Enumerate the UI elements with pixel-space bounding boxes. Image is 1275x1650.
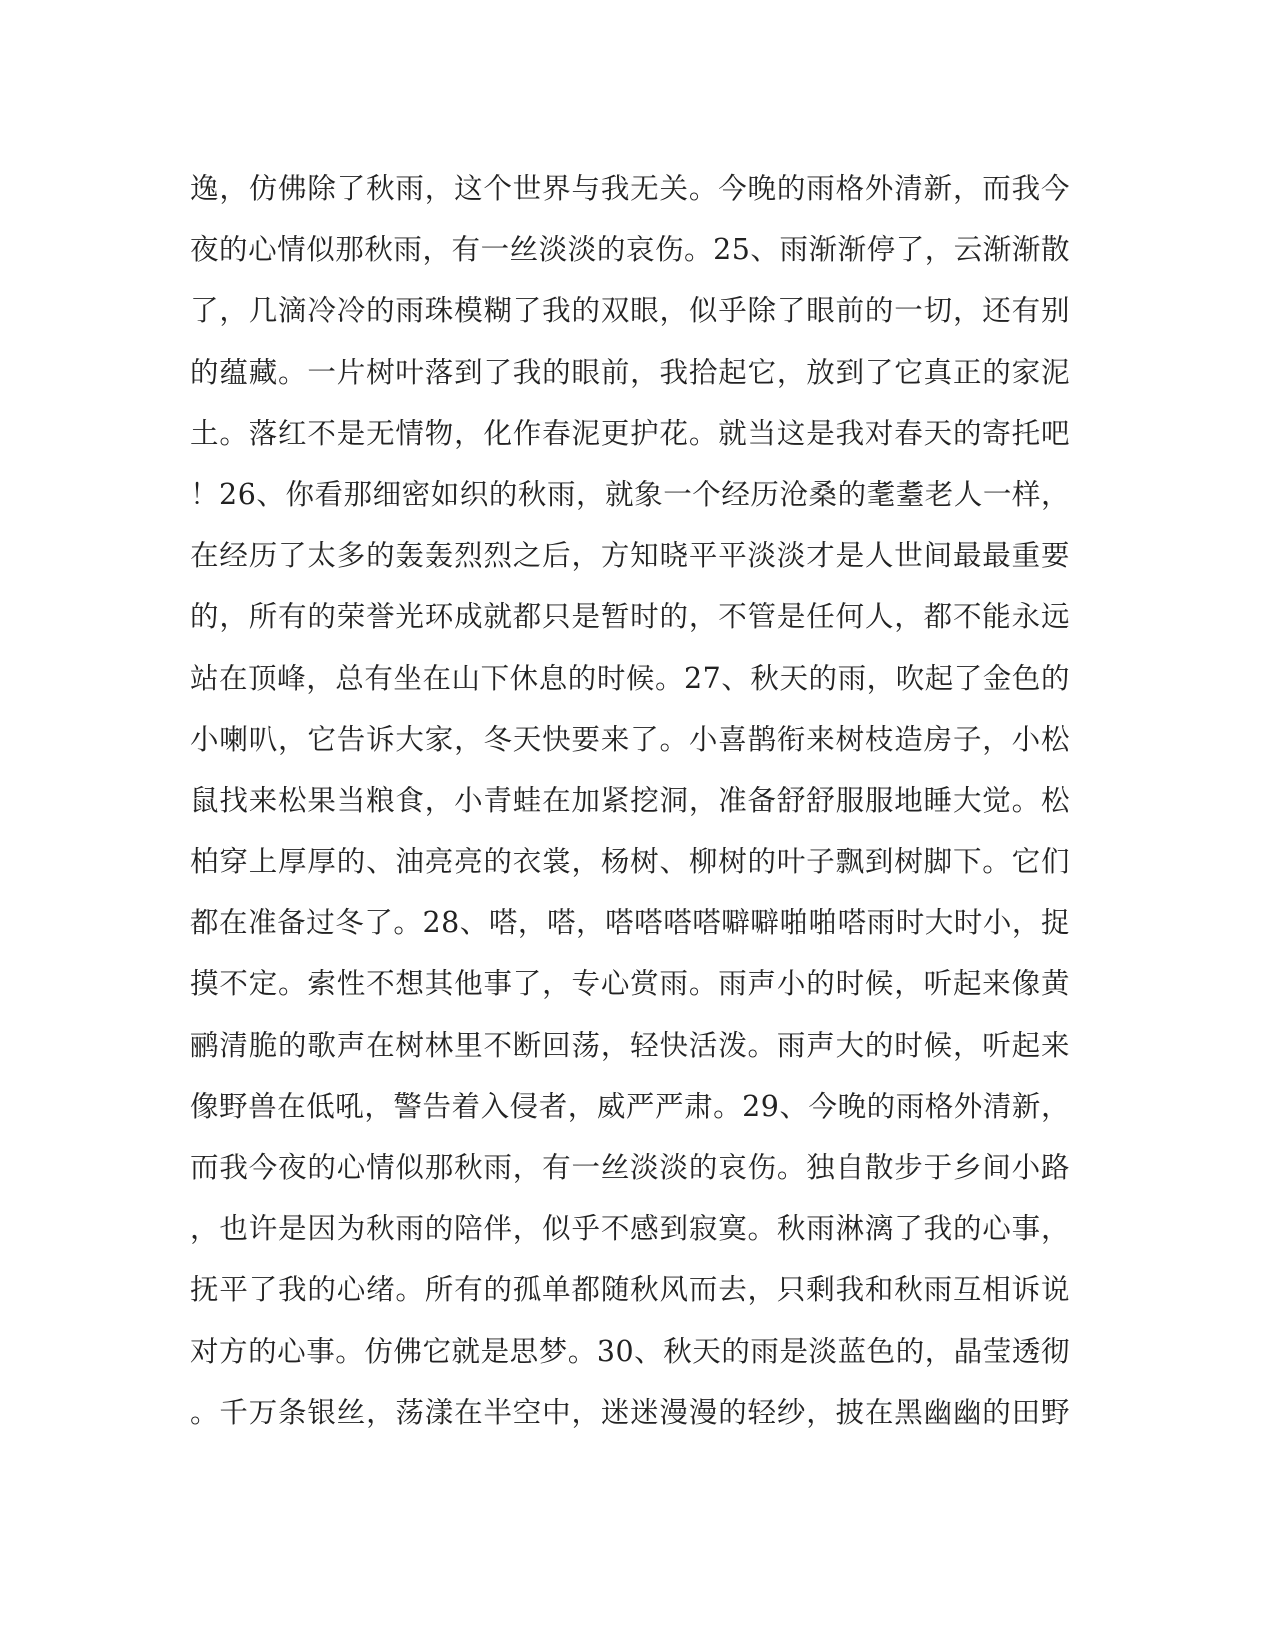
text-line: 了，几滴冷冷的雨珠模糊了我的双眼，似乎除了眼前的一切，还有别 [190, 294, 1070, 328]
body-text [190, 158, 1070, 1443]
text-line: ！26、你看那细密如织的秋雨，就象一个经历沧桑的耄耋老人一样， [190, 477, 1070, 511]
text-line: 对方的心事。仿佛它就是思梦。30、秋天的雨是淡蓝色的，晶莹透彻 [190, 1334, 1070, 1368]
text-line: 鼠找来松果当粮食，小青蛙在加紧挖洞，准备舒舒服服地睡大觉。松 [190, 783, 1070, 817]
text-line: 摸不定。索性不想其他事了，专心赏雨。雨声小的时候，听起来像黄 [190, 967, 1070, 1001]
text-line: 像野兽在低吼，警告着入侵者，威严严肃。29、今晚的雨格外清新， [190, 1089, 1070, 1123]
text-line: 小喇叭，它告诉大家，冬天快要来了。小喜鹊衔来树枝造房子，小松 [190, 722, 1070, 756]
text-line: 在经历了太多的轰轰烈烈之后，方知晓平平淡淡才是人世间最最重要 [190, 539, 1070, 573]
text-line: 鹂清脆的歌声在树林里不断回荡，轻快活泼。雨声大的时候，听起来 [190, 1028, 1070, 1062]
text-line: 抚平了我的心绪。所有的孤单都随秋风而去，只剩我和秋雨互相诉说 [190, 1273, 1070, 1307]
text-line: 夜的心情似那秋雨，有一丝淡淡的哀伤。25、雨渐渐停了，云渐渐散 [190, 233, 1070, 267]
text-line: 。千万条银丝，荡漾在半空中，迷迷漫漫的轻纱，披在黑幽幽的田野 [190, 1395, 1070, 1429]
text-line: 逸，仿佛除了秋雨，这个世界与我无关。今晚的雨格外清新，而我今 [190, 172, 1070, 205]
text-line: 土。落红不是无情物，化作春泥更护花。就当这是我对春天的寄托吧 [190, 416, 1070, 450]
text-line: 而我今夜的心情似那秋雨，有一丝淡淡的哀伤。独自散步于乡间小路 [190, 1151, 1070, 1184]
text-line: ，也许是因为秋雨的陪伴，似乎不感到寂寞。秋雨淋漓了我的心事， [190, 1212, 1070, 1246]
text-line: 都在准备过冬了。28、嗒，嗒，嗒嗒嗒嗒噼噼啪啪嗒雨时大时小，捉 [190, 906, 1070, 940]
text-line: 站在顶峰，总有坐在山下休息的时候。27、秋天的雨，吹起了金色的 [190, 661, 1070, 695]
text-line: 的蕴藏。一片树叶落到了我的眼前，我拾起它，放到了它真正的家泥 [190, 355, 1070, 389]
text-line: 柏穿上厚厚的、油亮亮的衣裳，杨树、柳树的叶子飘到树脚下。它们 [190, 845, 1070, 879]
text-line: 的，所有的荣誉光环成就都只是暂时的，不管是任何人，都不能永远 [190, 600, 1070, 634]
